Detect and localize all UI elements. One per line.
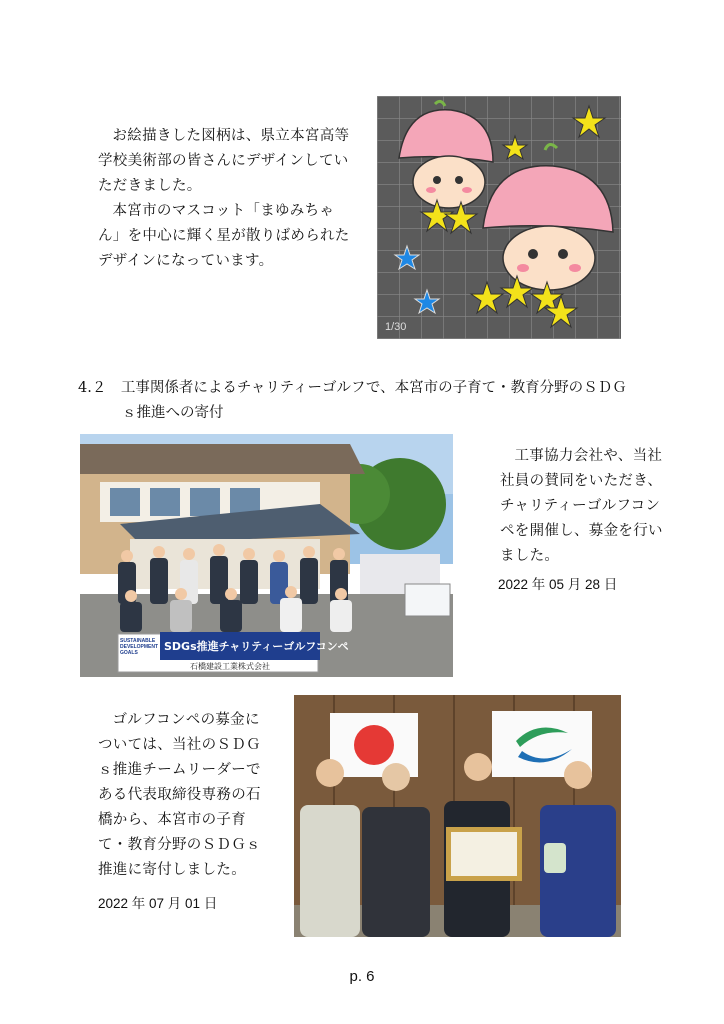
section3-paragraph: ゴルフコンペの募金については、当社のＳＤＧｓ推進チームリーダーである代表取締役専務の石橋から、本宮市の子育て・教育分野のＳＤＧｓ推進に寄付しました。 bbox=[98, 712, 261, 878]
golf-group-photo bbox=[80, 434, 453, 677]
section-heading-line2: ｓ推進への寄付 bbox=[122, 405, 224, 421]
donation-photo bbox=[294, 695, 621, 937]
section2-paragraph: 工事協力会社や、当社社員の賛同をいただき、チャリティーゴルフコンペを開催し、募金を行いました。 bbox=[500, 448, 663, 564]
section3-text bbox=[98, 708, 274, 883]
mascot-design-image bbox=[377, 96, 621, 339]
section1-paragraph-1: お絵描きした図柄は、県立本宮高等学校美術部の皆さんにデザインしていただきました。 bbox=[98, 128, 350, 194]
section2-date: 2022 年 05 月 28 日 bbox=[498, 577, 618, 592]
banner-title: SDGs推進チャリティーゴルフコンペ bbox=[164, 640, 349, 653]
mascot-illustration bbox=[377, 96, 621, 339]
section2-text bbox=[500, 444, 666, 569]
donation-illustration bbox=[294, 695, 621, 937]
section1-paragraph-2: 本宮市のマスコット「まゆみちゃん」を中心に輝く星が散りばめられたデザインになっています。 bbox=[98, 203, 350, 269]
section-heading bbox=[78, 376, 678, 426]
section1-text bbox=[98, 124, 356, 274]
section-heading-line1: 4.２ 工事関係者によるチャリティーゴルフで、本宮市の子育て・教育分野のＳＤＧ bbox=[78, 380, 627, 396]
page-number: p. 6 bbox=[349, 968, 375, 985]
banner-goals-text: SUSTAINABLE DEVELOPMENT GOALS bbox=[120, 638, 159, 656]
banner-company: 石橋建設工業株式会社 bbox=[190, 662, 270, 671]
section3-date: 2022 年 07 月 01 日 bbox=[98, 896, 218, 911]
image-counter: 1/30 bbox=[385, 321, 407, 333]
